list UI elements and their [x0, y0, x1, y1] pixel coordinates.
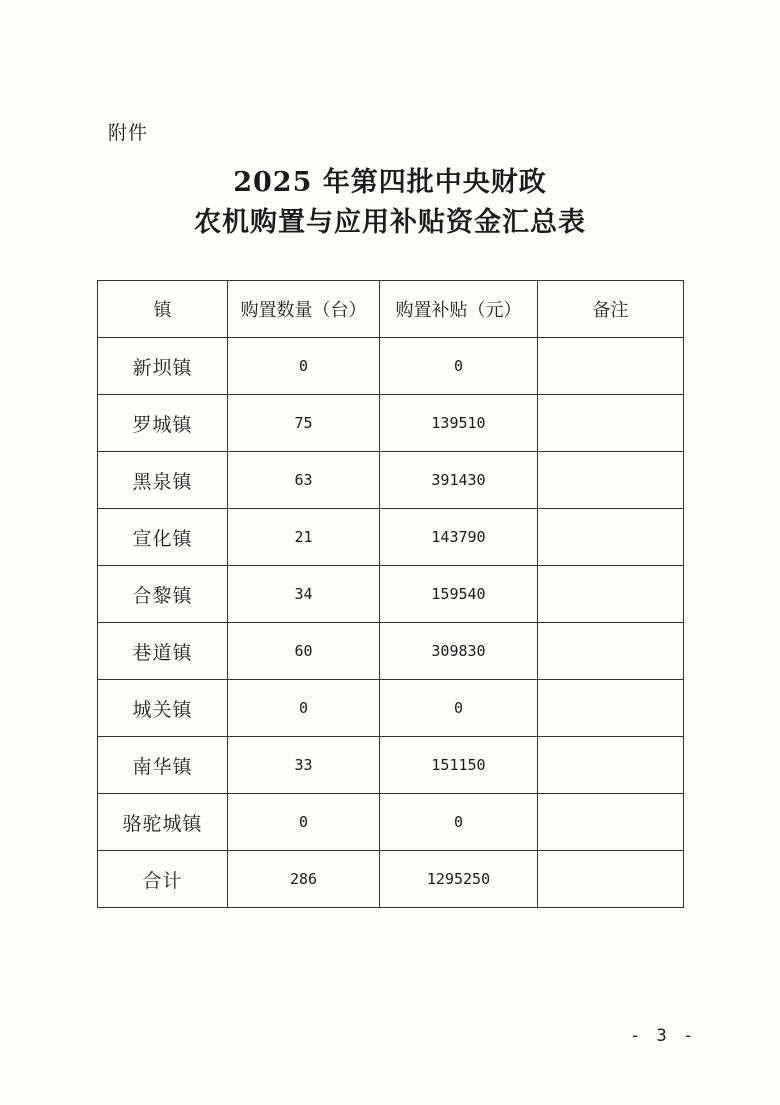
table-row [98, 737, 684, 794]
table-row [98, 566, 684, 623]
remark-cell [538, 680, 684, 737]
remark-cell [538, 509, 684, 566]
subsidy-cell: 159540 [380, 566, 538, 623]
table-row [98, 623, 684, 680]
subsidy-cell: 391430 [380, 452, 538, 509]
total-subsidy-cell: 1295250 [380, 851, 538, 908]
table-row [98, 338, 684, 395]
page-number: - 3 - [630, 1026, 697, 1046]
town-cell: 巷道镇 [98, 623, 228, 680]
quantity-cell: 60 [228, 623, 380, 680]
quantity-cell: 33 [228, 737, 380, 794]
subsidy-cell: 0 [380, 680, 538, 737]
remark-cell [538, 395, 684, 452]
table-row [98, 509, 684, 566]
subsidy-cell: 143790 [380, 509, 538, 566]
remark-cell [538, 452, 684, 509]
quantity-cell: 63 [228, 452, 380, 509]
remark-cell [538, 737, 684, 794]
subsidy-cell: 151150 [380, 737, 538, 794]
remark-cell [538, 338, 684, 395]
header-subsidy: 购置补贴（元） [380, 281, 538, 338]
town-cell: 骆驼城镇 [98, 794, 228, 851]
quantity-cell: 0 [228, 680, 380, 737]
table-total-row [98, 851, 684, 908]
title-line-2: 农机购置与应用补贴资金汇总表 [194, 207, 586, 238]
table-header-row [98, 281, 684, 338]
attachment-label: 附件 [108, 122, 149, 144]
subsidy-cell: 139510 [380, 395, 538, 452]
town-cell: 罗城镇 [98, 395, 228, 452]
table-row [98, 794, 684, 851]
quantity-cell: 34 [228, 566, 380, 623]
title-line-1: 2025 年第四批中央财政 [233, 167, 547, 198]
header-remark: 备注 [538, 281, 684, 338]
subsidy-cell: 0 [380, 338, 538, 395]
town-cell: 黑泉镇 [98, 452, 228, 509]
subsidy-cell: 309830 [380, 623, 538, 680]
remark-cell [538, 566, 684, 623]
town-cell: 合黎镇 [98, 566, 228, 623]
table-row [98, 680, 684, 737]
town-cell: 南华镇 [98, 737, 228, 794]
town-cell: 新坝镇 [98, 338, 228, 395]
town-cell: 宣化镇 [98, 509, 228, 566]
remark-cell [538, 623, 684, 680]
subsidy-cell: 0 [380, 794, 538, 851]
total-quantity-cell: 286 [228, 851, 380, 908]
town-cell: 城关镇 [98, 680, 228, 737]
table-row [98, 395, 684, 452]
quantity-cell: 21 [228, 509, 380, 566]
remark-cell [538, 794, 684, 851]
subsidy-summary-table [97, 280, 684, 908]
quantity-cell: 75 [228, 395, 380, 452]
quantity-cell: 0 [228, 338, 380, 395]
header-quantity: 购置数量（台） [228, 281, 380, 338]
table-row [98, 452, 684, 509]
total-label-cell: 合计 [98, 851, 228, 908]
header-town: 镇 [98, 281, 228, 338]
quantity-cell: 0 [228, 794, 380, 851]
total-remark-cell [538, 851, 684, 908]
